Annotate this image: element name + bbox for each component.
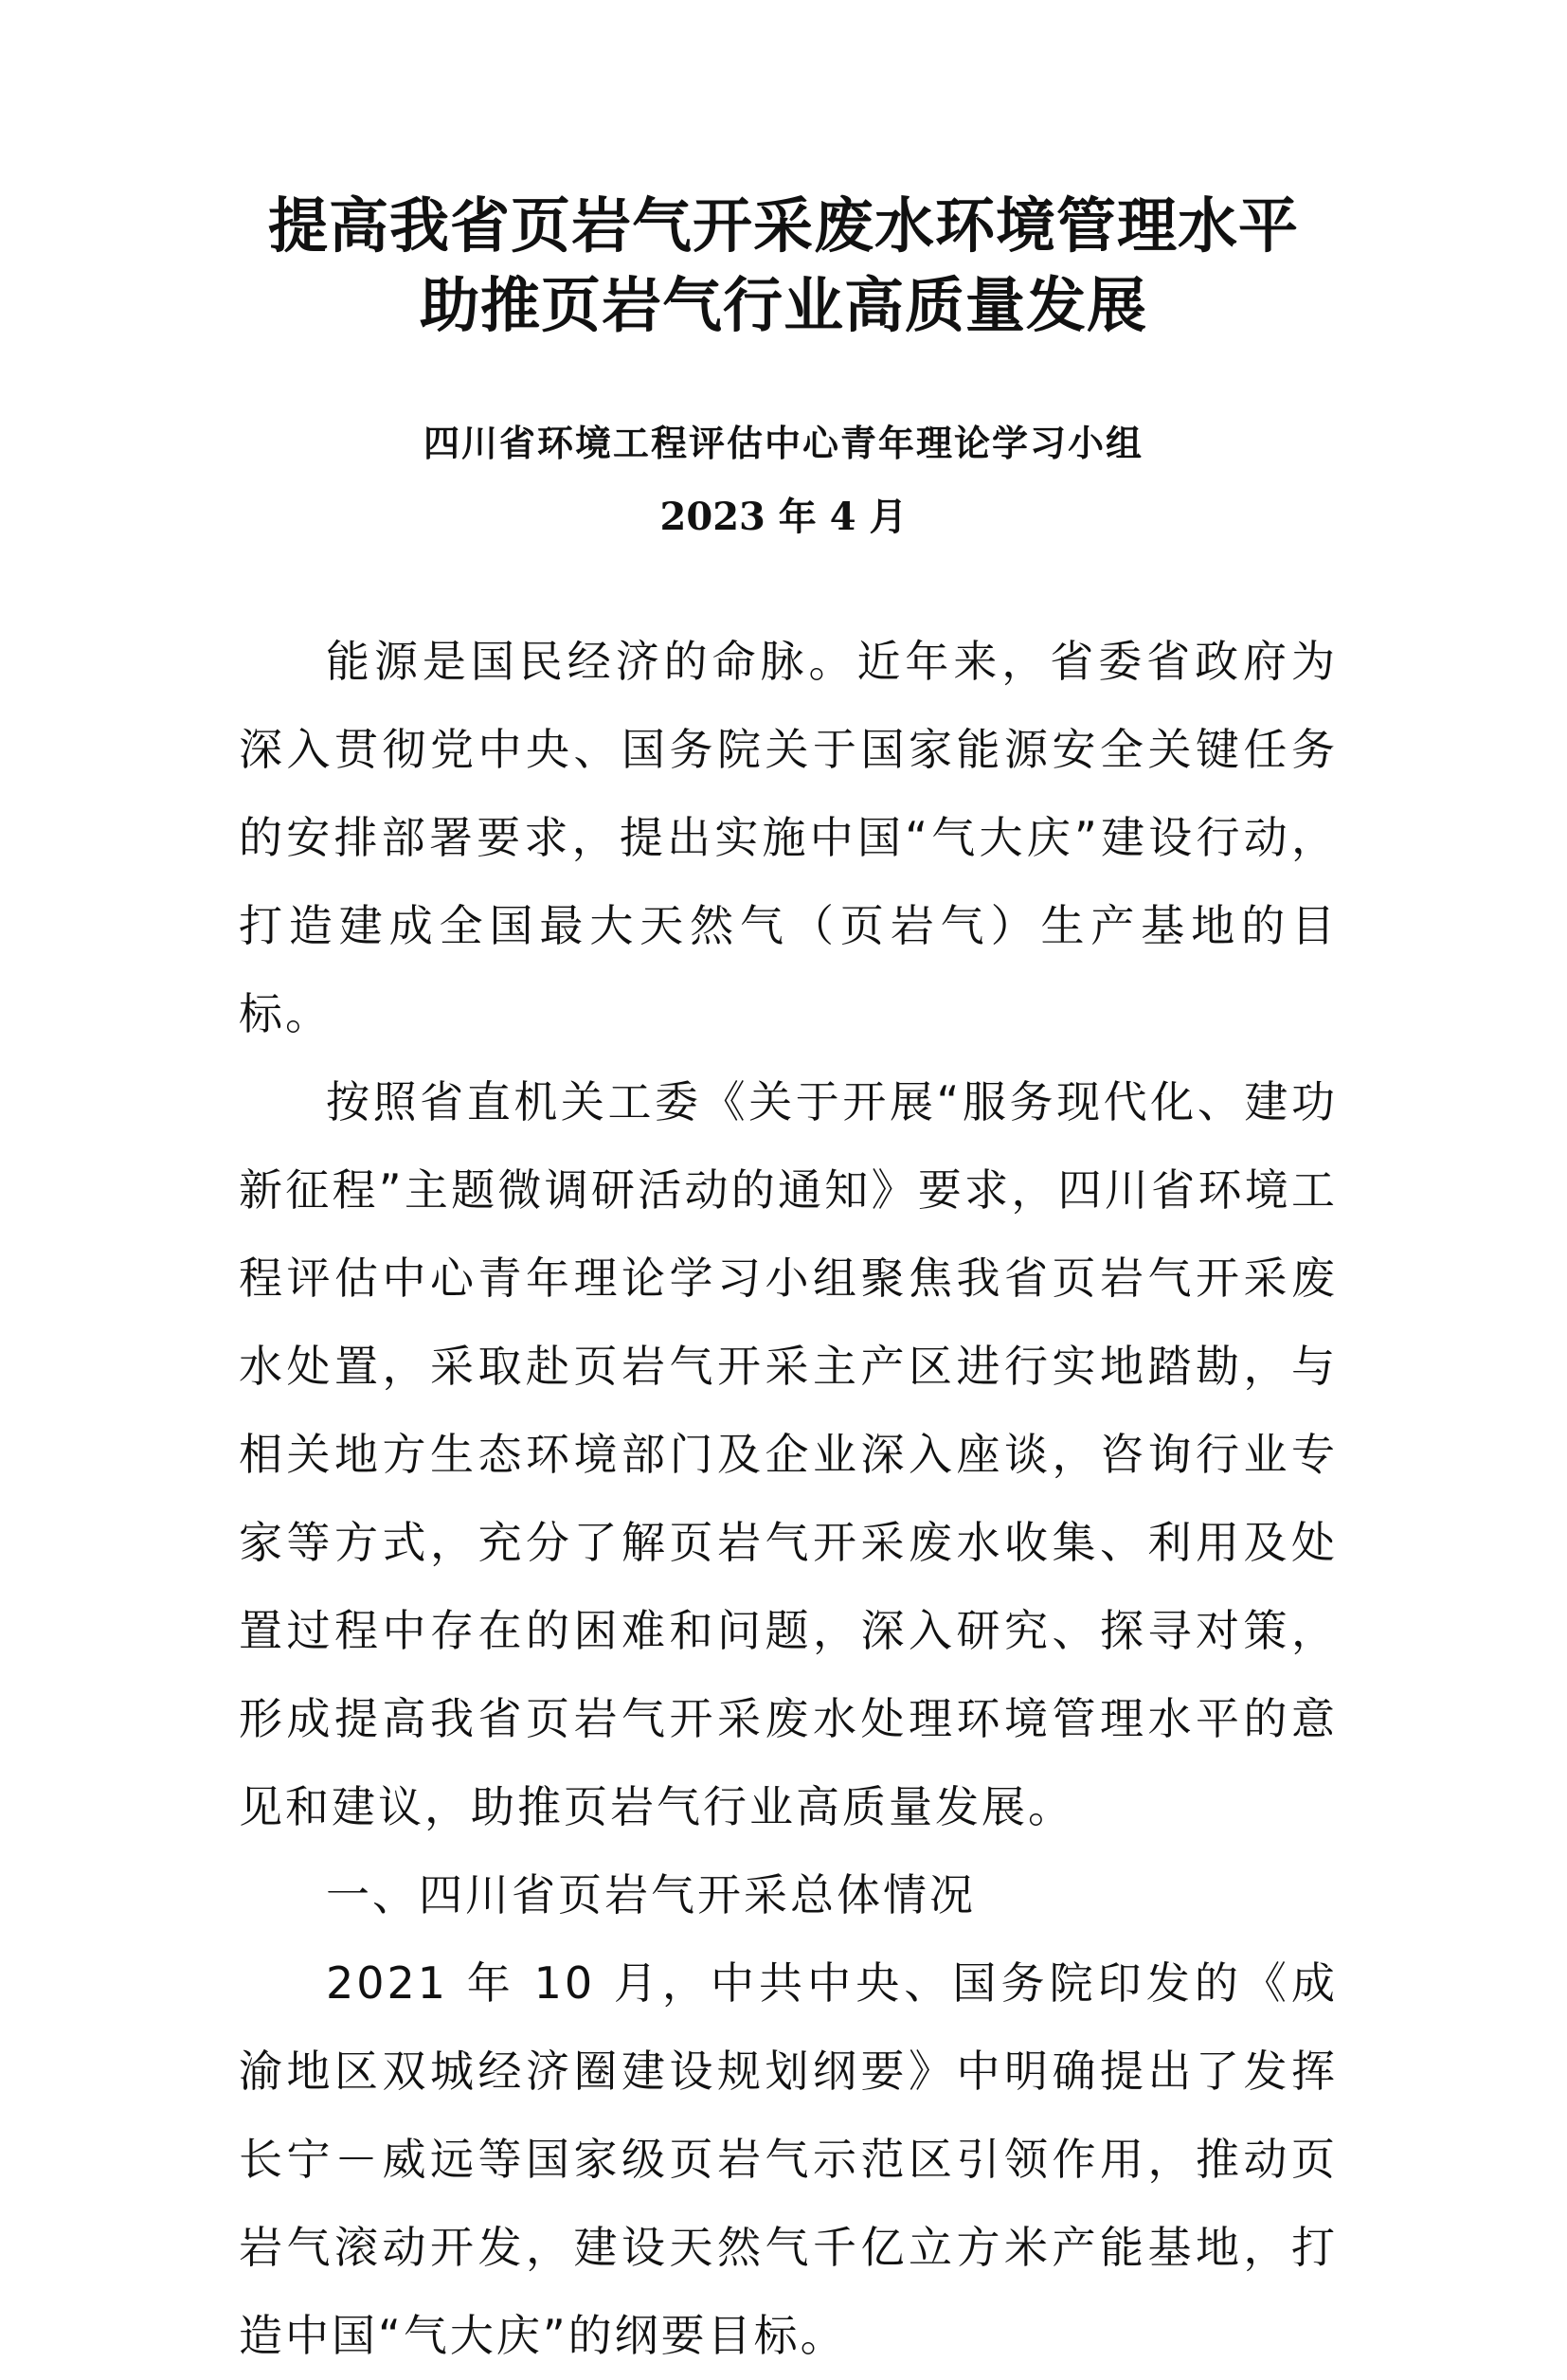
section-paragraph: 2021 年 10 月，中共中央、国务院印发的《成渝地区双城经济圈建设规划纲要》中明确提出了发挥长宁－威远等国家级页岩气示范区引领作用，推动页岩气滚动开发，建设天然气千亿立方米产能基地，打造中国“气大庆”的纲要目标。 bbox=[239, 1957, 1338, 2361]
paragraph-background: 按照省直机关工委《关于开展“服务现代化、建功新征程”主题微调研活动的通知》要求，四川省环境工程评估中心青年理论学习小组聚焦我省页岩气开采废水处置，采取赴页岩气开采主产区进行实地踏勘，与相关地方生态环境部门及企业深入座谈，咨询行业专家等方式，充分了解页岩气开采废水收集、利用及处置过程中存在的困难和问题，深入研究、探寻对策，形成提高我省页岩气开采废水处理环境管理水平的意见和建议，助推页岩气行业高质量发展。 bbox=[239, 1076, 1338, 1832]
title-line-2: 助推页岩气行业高质量发展 bbox=[420, 270, 1147, 340]
document-title bbox=[142, 186, 1425, 345]
date-line: 2023 年 4 月 bbox=[659, 495, 908, 539]
document-body bbox=[239, 618, 1338, 2380]
section-heading: 一、四川省页岩气开采总体情况 bbox=[326, 1869, 976, 1920]
author-line: 四川省环境工程评估中心青年理论学习小组 bbox=[423, 422, 1144, 464]
title-line-1: 提高我省页岩气开采废水环境管理水平 bbox=[268, 190, 1299, 261]
paragraph-intro: 能源是国民经济的命脉。近年来，省委省政府为深入贯彻党中央、国务院关于国家能源安全关键任务的安排部署要求，提出实施中国“气大庆”建设行动，打造建成全国最大天然气（页岩气）生产基地的目标。 bbox=[239, 636, 1338, 1039]
